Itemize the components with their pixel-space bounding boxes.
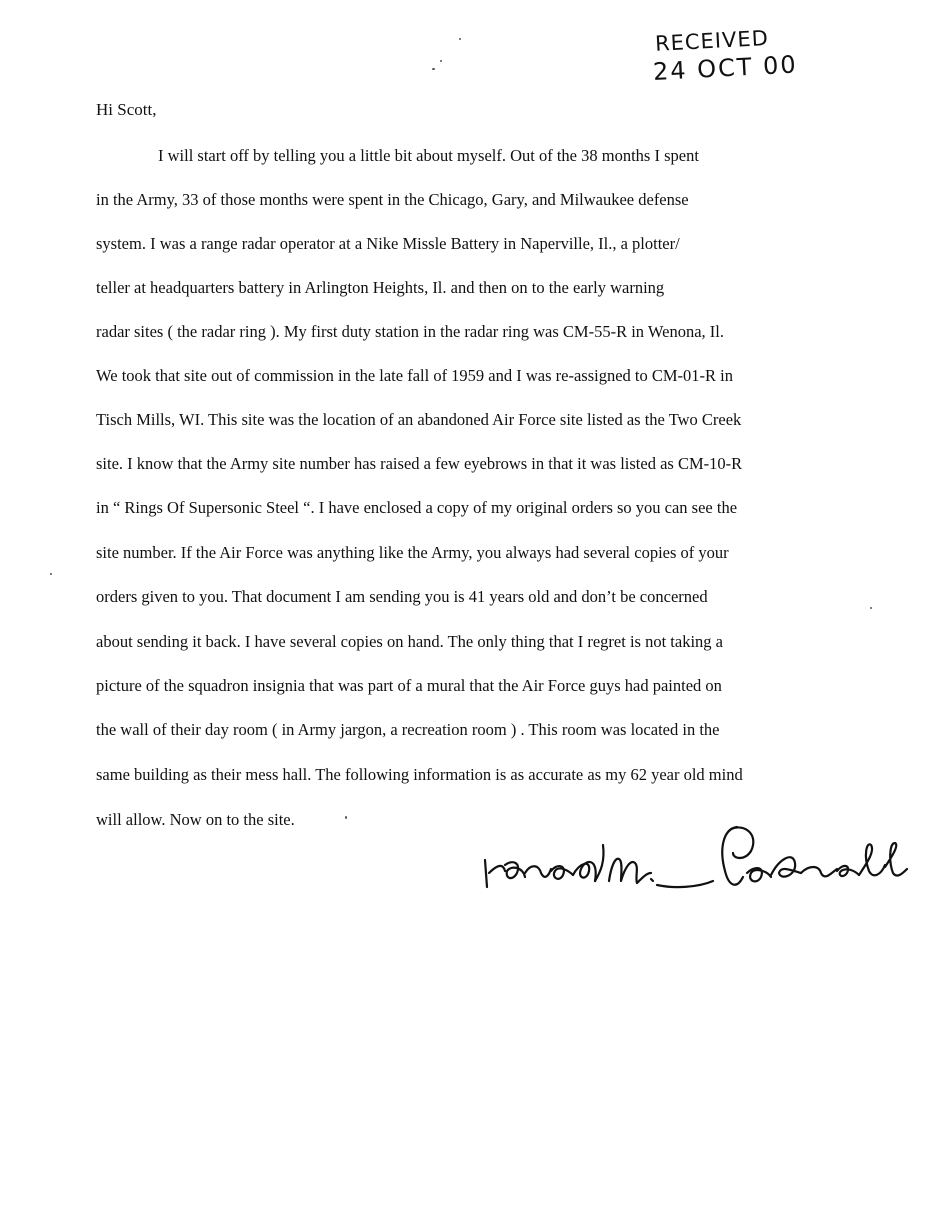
body-line: in “ Rings Of Supersonic Steel “. I have enclosed a copy of my original orders so you can see the <box>96 498 738 517</box>
body-line: will allow. Now on to the site. <box>96 810 295 829</box>
body-line: same building as their mess hall. The following information is as accurate as my 62 year old mind <box>96 765 743 784</box>
body-line: about sending it back. I have several copies on hand. The only thing that I regret is not taking a <box>96 632 723 651</box>
scan-speck <box>459 38 461 40</box>
received-stamp <box>652 25 805 86</box>
scan-speck <box>870 607 872 609</box>
body-line: in the Army, 33 of those months were spent in the Chicago, Gary, and Milwaukee defense <box>96 190 689 209</box>
salutation: Hi Scott, <box>96 100 157 119</box>
received-date: 24 OCT 00 <box>652 50 799 86</box>
body-line: system. I was a range radar operator at a Nike Missle Battery in Naperville, Il., a plotter/ <box>96 234 680 253</box>
body-line: orders given to you. That document I am sending you is 41 years old and don’t be concerned <box>96 587 708 606</box>
body-line: picture of the squadron insignia that was part of a mural that the Air Force guys had painted on <box>96 676 722 695</box>
scan-speck <box>440 60 442 62</box>
body-line: site number. If the Air Force was anything like the Army, you always had several copies of your <box>96 543 729 562</box>
body-line: the wall of their day room ( in Army jargon, a recreation room ) . This room was located in the <box>96 720 720 739</box>
scan-speck <box>345 816 347 819</box>
body-line: site. I know that the Army site number has raised a few eyebrows in that it was listed as CM-10-R <box>96 454 743 473</box>
body-line: Tisch Mills, WI. This site was the location of an abandoned Air Force site listed as the Two Creek <box>96 410 742 429</box>
body-line: We took that site out of commission in the late fall of 1959 and I was re-assigned to CM-01-R in <box>96 366 734 385</box>
scan-speck <box>50 573 52 575</box>
scan-speck <box>432 68 435 70</box>
body-line: teller at headquarters battery in Arlington Heights, Il. and then on to the early warning <box>96 278 665 297</box>
body-line: I will start off by telling you a little bit about myself. Out of the 38 months I spent <box>158 146 699 165</box>
received-label: RECEIVED <box>654 25 770 56</box>
handwritten-signature-icon <box>475 815 910 905</box>
body-line: radar sites ( the radar ring ). My first duty station in the radar ring was CM-55-R in Wenona, Il. <box>96 322 724 341</box>
